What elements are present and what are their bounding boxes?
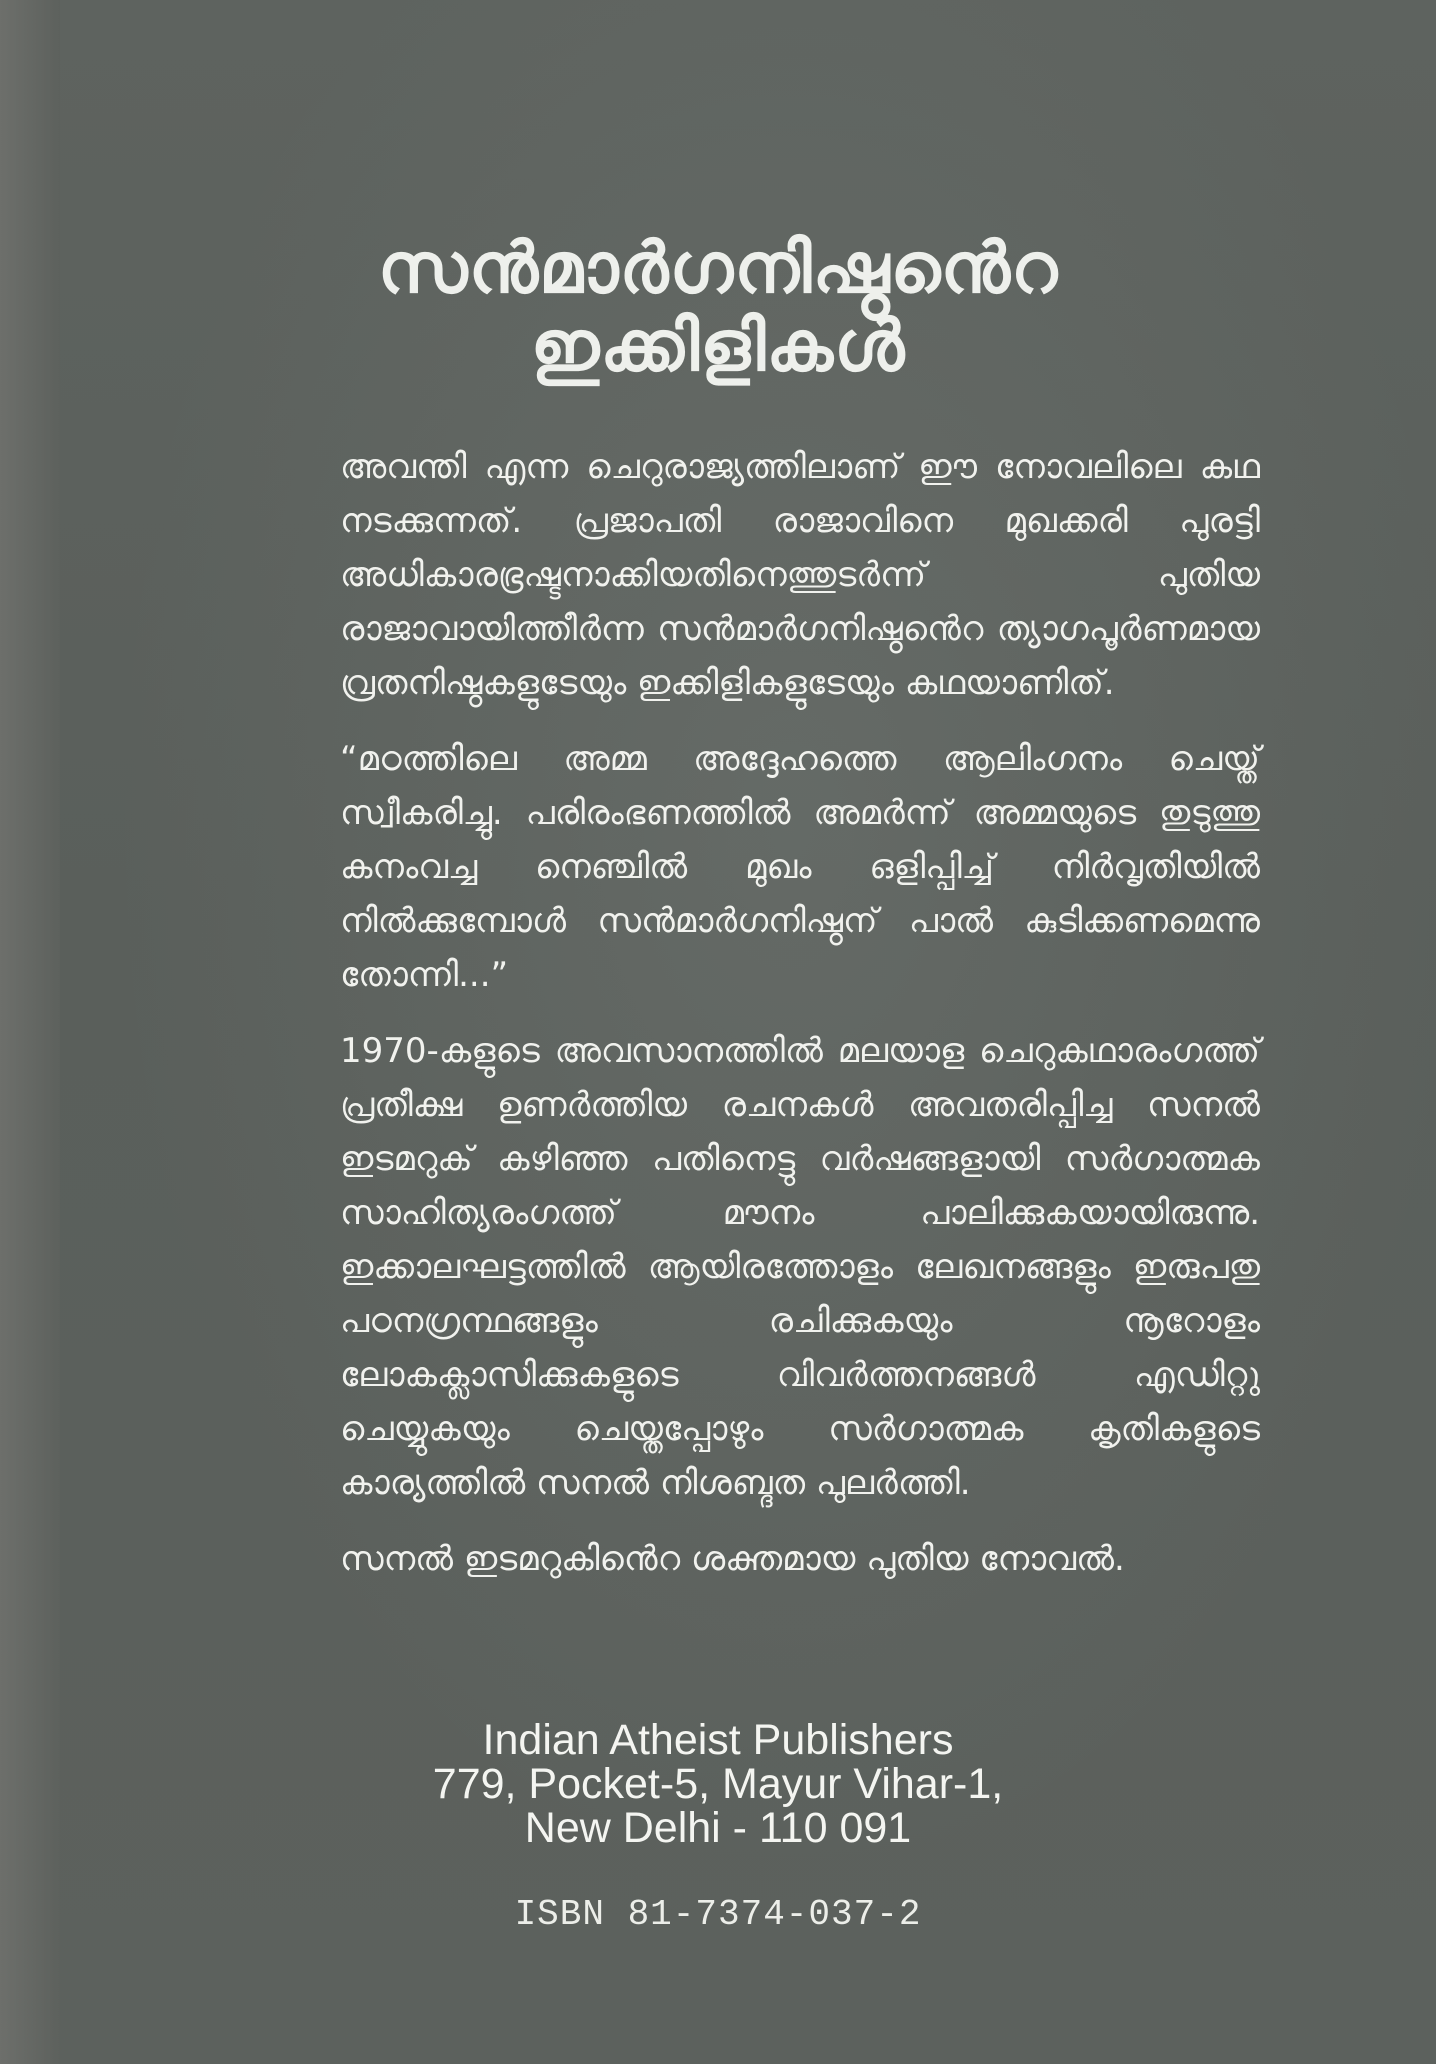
book-title-line-1: സൻമാർഗനിഷ്ഠൻെറ <box>377 227 1059 309</box>
publisher-name: Indian Atheist Publishers <box>482 1716 954 1764</box>
blurb-paragraph-synopsis: അവന്തി എന്ന ചെറുരാജ്യത്തിലാണ് ഈ നോവലിലെ കഥ നടക്കുന്നത്. പ്രജാപതി രാജാവിനെ മുഖക്കരി പുരട്ടി അധികാരഭ്രഷ്ടനാക്കിയതിനെത്തുടർന്ന് പുതിയ രാജാവായിത്തീർന്ന സൻമാർഗനിഷ്ഠൻെറ ത്യാഗപൂർണമായ വ്രതനിഷ്ഠകളുടേയും ഇക്കിളികളുടേയും കഥയാണിത്. <box>340 447 1260 703</box>
publisher-address-line-2: New Delhi - 110 091 <box>524 1804 912 1852</box>
blurb-paragraph-author-bio: 1970-കളുടെ അവസാനത്തിൽ മലയാള ചെറുകഥാരംഗത്ത് പ്രതീക്ഷ ഉണർത്തിയ രചനകൾ അവതരിപ്പിച്ച സനൽ ഇടമറുക് കഴിഞ്ഞ പതിനെട്ടു വർഷങ്ങളായി സർഗാത്മക സാഹിത്യരംഗത്ത് മൗനം പാലിക്കുകയായിരുന്നു. ഇക്കാലഘട്ടത്തിൽ ആയിരത്തോളം ലേഖനങ്ങളും ഇരുപതു പഠനഗ്രന്ഥങ്ങളും രചിക്കുകയും നൂറോളം ലോകക്ലാസിക്കുകളുടെ വിവർത്തനങ്ങൾ എഡിറ്റു ചെയ്യുകയും ചെയ്തപ്പോഴും സർഗാത്മക കൃതികളുടെ കാര്യത്തിൽ സനൽ നിശബ്ദത പുലർത്തി. <box>340 1031 1260 1503</box>
blurb-paragraph-tagline: സനൽ ഇടമറുകിൻെറ ശക്തമായ പുതിയ നോവൽ. <box>340 1539 1125 1579</box>
isbn-number: ISBN 81-7374-037-2 <box>514 1894 922 1935</box>
blurb-paragraph-quote: “മഠത്തിലെ അമ്മ അദ്ദേഹത്തെ ആലിംഗനം ചെയ്ത് സ്വീകരിച്ചു. പരിരംഭണത്തിൽ അമർന്ന് അമ്മയുടെ തുടുത്തു കനംവച്ച നെഞ്ചിൽ മുഖം ഒളിപ്പിച്ച് നിർവൃതിയിൽ നിൽക്കുമ്പോൾ സൻമാർഗനിഷ്ഠന് പാൽ കുടിക്കണമെന്നു തോന്നി...” <box>340 739 1260 995</box>
blurb-text <box>340 440 1260 1608</box>
book-title <box>0 227 1436 387</box>
publisher-block <box>0 1718 1436 1850</box>
publisher-address-line-1: 779, Pocket-5, Mayur Vihar-1, <box>432 1760 1004 1808</box>
book-title-line-2: ഇക്കിളികൾ <box>530 304 906 387</box>
